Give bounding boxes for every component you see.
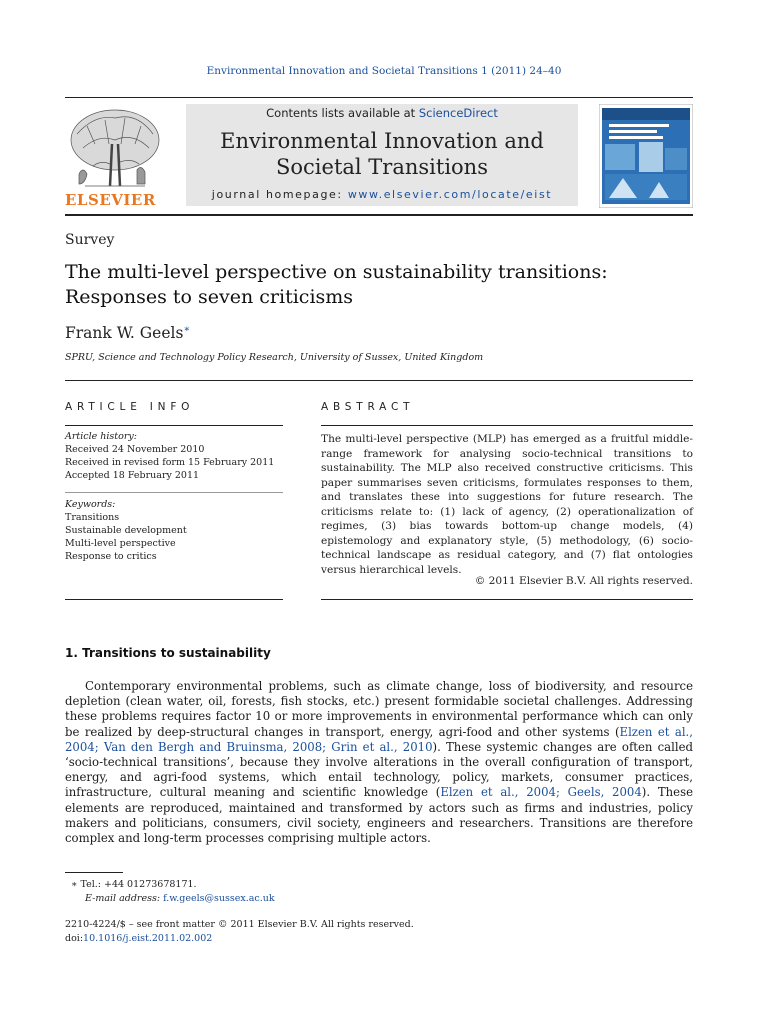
- article-history: [65, 430, 283, 482]
- abstract-copyright: © 2011 Elsevier B.V. All rights reserved.: [474, 575, 693, 587]
- journal-homepage: [186, 188, 578, 201]
- keyword-item: Sustainable development: [65, 525, 187, 536]
- footnote-tel-line: [65, 878, 465, 892]
- journal-title: [186, 128, 578, 180]
- svg-text:ELSEVIER: ELSEVIER: [65, 191, 156, 208]
- contents-line: [186, 106, 578, 120]
- homepage-prefix: journal homepage:: [211, 188, 348, 201]
- keyword-item: Response to critics: [65, 551, 157, 562]
- sciencedirect-link[interactable]: ScienceDirect: [418, 106, 498, 120]
- article-title-line2: Responses to seven criticisms: [65, 286, 354, 308]
- abstract-heading: ABSTRACT: [321, 401, 415, 413]
- journal-cover-icon: [599, 104, 693, 208]
- article-section-type: Survey: [65, 232, 115, 248]
- doi-line: [65, 932, 565, 946]
- keywords-divider: [65, 492, 283, 493]
- section-heading: 1. Transitions to sustainability: [65, 646, 271, 660]
- author-footnote-mark[interactable]: ∗: [183, 324, 191, 335]
- keyword-item: Multi-level perspective: [65, 538, 176, 549]
- journal-info-box: [186, 104, 578, 206]
- article-title-line1: The multi-level perspective on sustainability transitions:: [65, 261, 608, 283]
- article-info-heading: ARTICLE INFO: [65, 401, 195, 413]
- elsevier-tree-icon: [65, 104, 165, 208]
- section-body: [65, 679, 693, 846]
- email-label: E-mail address:: [85, 893, 164, 904]
- doi-label: doi:: [65, 933, 84, 944]
- email-link[interactable]: f.w.geels@sussex.ac.uk: [163, 893, 275, 904]
- article-info-rule: [65, 425, 283, 426]
- abstract-text: The multi-level perspective (MLP) has emerged as a fruitful middle-range framework for analysing socio-technical transitions to sustainability. The MLP also received constructive criticisms. This paper summarises seven criticisms, formulates responses to them, and translates these into suggestions for future research. The criticisms relate to: (1) lack of agency, (2) operationalization of regimes, (3) bias towards bottom-up change models, (4) epistemology and explanatory style, (5) methodology, (6) socio-technical landscape as residual category, and (7) flat ontologies versus hierarchical levels.: [321, 433, 693, 576]
- footnote-mark: ∗: [71, 879, 78, 890]
- keyword-item: Transitions: [65, 512, 120, 523]
- article-title: [65, 260, 705, 310]
- history-item: Accepted 18 February 2011: [65, 470, 200, 481]
- info-top-rule: [65, 380, 693, 381]
- citation-link[interactable]: Elzen et al., 2004; Van den Bergh and Bruinsma, 2008; Grin et al., 2010: [65, 724, 693, 754]
- body-text-part: Contemporary environmental problems, such as climate change, loss of biodiversity, and resource depletion (clean water, oil, forests, fish stocks, etc.) present formidable societal challenges. Addressing these problems requires factor 10 or more improvements in environmental performance which can only be realized by deep-structural changes in transport, energy, agri-food and other systems (: [65, 679, 693, 739]
- history-item: Received in revised form 15 February 2011: [65, 457, 275, 468]
- abstract-rule: [321, 425, 693, 426]
- homepage-link[interactable]: www.elsevier.com/locate/eist: [347, 188, 553, 201]
- journal-citation[interactable]: Environmental Innovation and Societal Transitions 1 (2011) 24–40: [206, 65, 562, 77]
- journal-title-line1: Environmental Innovation and: [220, 129, 544, 153]
- footnote-tel: Tel.: +44 01273678171.: [77, 879, 197, 890]
- body-text-part: ). These systemic changes are often called ‘socio-technical transitions’, because they involve alterations in the overall configuration of transport, energy, and agri-food systems, which entail technology, policy, markets, consumer practices, infrastructure, cultural meaning and scientific knowledge (: [65, 739, 693, 800]
- keywords-label: Keywords:: [65, 499, 116, 510]
- history-label: Article history:: [65, 431, 137, 442]
- keywords-block: [65, 498, 283, 563]
- header-bottom-rule: [65, 214, 693, 216]
- author-name[interactable]: Frank W. Geels: [65, 324, 184, 343]
- body-text-part: ). These elements are reproduced, maintained and transformed by actors such as firms and industries, policy makers and politicians, consumers, civil society, engineers and researchers. Transitions are therefore complex and long-term processes comprising multiple actors.: [65, 785, 693, 846]
- body-paragraph: [65, 679, 693, 846]
- front-matter: [65, 918, 565, 946]
- citation-link[interactable]: Elzen et al., 2004; Geels, 2004: [440, 785, 642, 800]
- author-line: [65, 324, 190, 342]
- history-item: Received 24 November 2010: [65, 444, 205, 455]
- author-footnote: [65, 878, 465, 906]
- journal-title-line2: Societal Transitions: [276, 155, 488, 179]
- abstract-bottom-rule: [321, 599, 693, 600]
- doi-link[interactable]: 10.1016/j.eist.2011.02.002: [83, 933, 213, 944]
- article-info-bottom-rule: [65, 599, 283, 600]
- author-affiliation: SPRU, Science and Technology Policy Research, University of Sussex, United Kingdom: [65, 352, 484, 363]
- front-matter-line: 2210-4224/$ – see front matter © 2011 Elsevier B.V. All rights reserved.: [65, 919, 414, 930]
- journal-cover-image[interactable]: [599, 104, 693, 208]
- elsevier-logo[interactable]: [65, 104, 165, 208]
- header-top-rule: [65, 97, 693, 98]
- footnote-email-line: [65, 892, 465, 906]
- contents-prefix: Contents lists available at: [266, 106, 419, 120]
- footnote-rule: [65, 872, 123, 873]
